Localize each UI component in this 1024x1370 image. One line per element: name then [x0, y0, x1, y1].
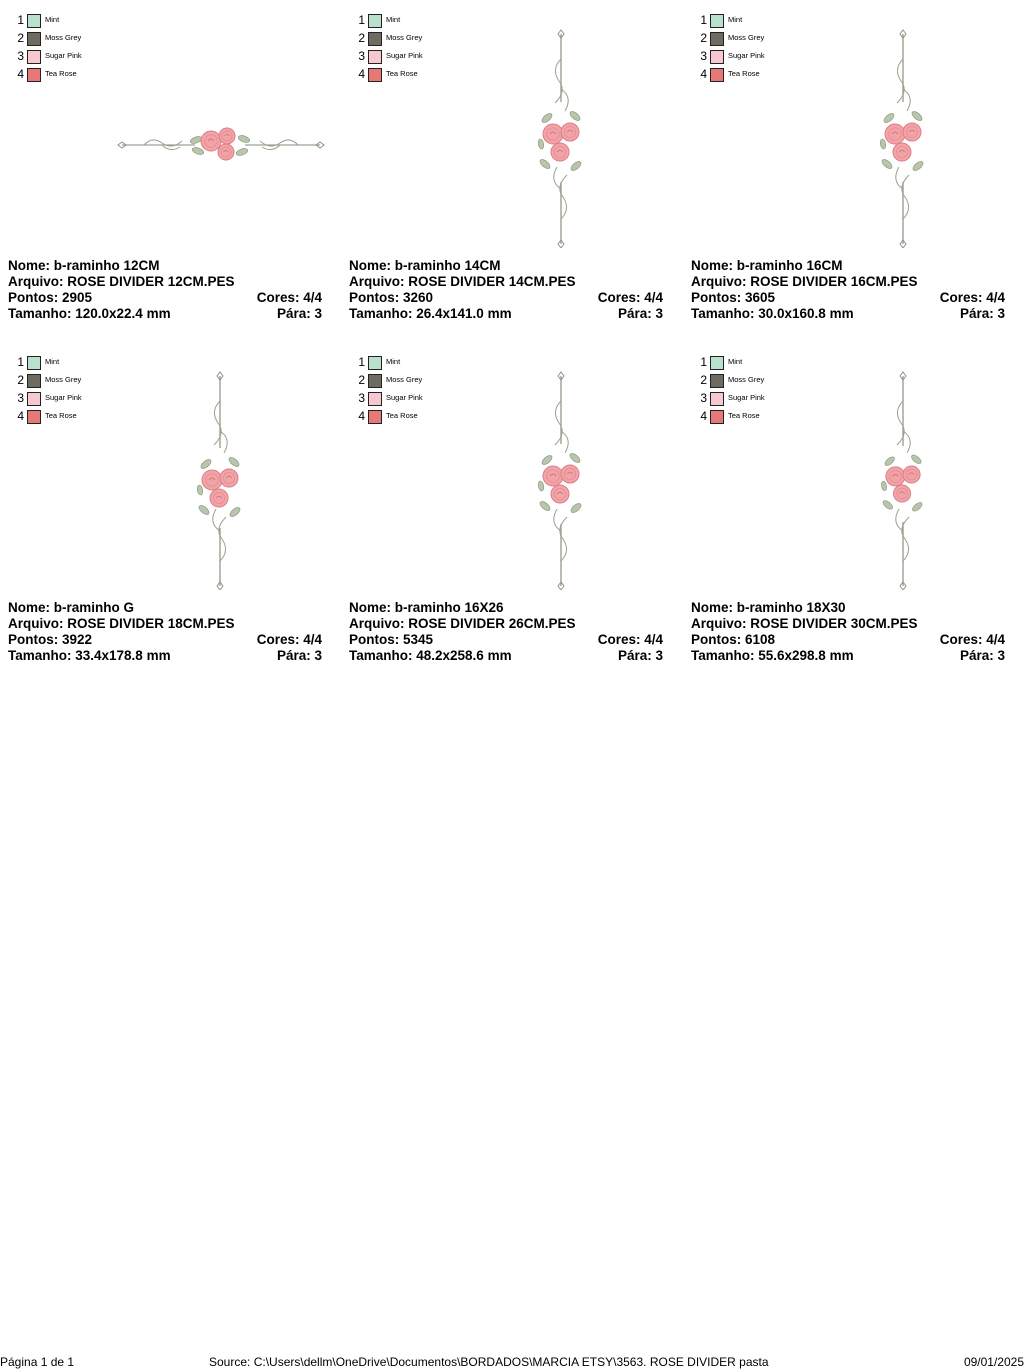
leaf-stitch [199, 458, 212, 470]
design-card [8, 0, 328, 330]
thread-number: 1 [700, 355, 707, 369]
thread-number: 1 [358, 355, 365, 369]
design-card [349, 0, 669, 330]
design-info [8, 258, 322, 322]
info-line [349, 306, 663, 322]
rose-divider-vertical [197, 372, 242, 590]
design-size: Tamanho: 55.6x298.8 mm [691, 648, 854, 663]
design-card [691, 342, 1011, 672]
leaf-stitch [191, 146, 204, 156]
info-line [691, 600, 1005, 616]
leaf-stitch [880, 158, 893, 170]
thread-number: 2 [17, 373, 24, 387]
leaf-stitch [540, 112, 553, 124]
leaf-stitch [538, 500, 551, 512]
info-line [349, 290, 663, 306]
stitch-count: Pontos: 3605 [691, 290, 776, 305]
thread-number: 4 [17, 67, 24, 81]
leaf-stitch [884, 455, 896, 467]
thread-number: 3 [700, 49, 707, 63]
rose-stitch [885, 124, 905, 144]
thread-number: 3 [358, 391, 365, 405]
leaf-stitch [881, 481, 888, 491]
design-file: Arquivo: ROSE DIVIDER 16CM.PES [691, 274, 918, 289]
thread-number: 4 [358, 67, 365, 81]
thread-name: Tea Rose [728, 69, 760, 78]
rose-stitch [903, 123, 921, 141]
thread-number: 2 [358, 373, 365, 387]
rose-stitch [220, 469, 238, 487]
design-info [8, 600, 322, 664]
thread-number: 1 [17, 355, 24, 369]
stop-count: Pára: 3 [617, 648, 663, 663]
thread-number: 4 [700, 67, 707, 81]
color-count: Cores: 4/4 [939, 632, 1005, 647]
design-size: Tamanho: 30.0x160.8 mm [691, 306, 854, 321]
leaf-stitch [235, 147, 248, 157]
stitch-count: Pontos: 6108 [691, 632, 776, 647]
leaf-stitch [540, 454, 553, 466]
design-name: Nome: b-raminho 18X30 [691, 600, 846, 615]
thread-name: Moss Grey [45, 375, 82, 384]
thread-number: 2 [358, 31, 365, 45]
design-name: Nome: b-raminho 12CM [8, 258, 160, 273]
info-line [349, 600, 663, 616]
rose-divider-horizontal [118, 128, 324, 160]
leaf-stitch [538, 158, 551, 170]
stitch-count: Pontos: 3922 [8, 632, 93, 647]
info-line [349, 274, 663, 290]
thread-number: 3 [17, 391, 24, 405]
thread-name: Mint [728, 357, 743, 366]
rose-stitch [893, 143, 911, 161]
stitch-count: Pontos: 2905 [8, 290, 93, 305]
leaf-stitch [882, 112, 895, 124]
design-preview [8, 354, 328, 590]
leaf-stitch [538, 139, 545, 150]
leaf-stitch [880, 139, 887, 150]
thread-number: 2 [700, 31, 707, 45]
thread-name: Mint [386, 15, 401, 24]
design-size: Tamanho: 26.4x141.0 mm [349, 306, 512, 321]
info-line [691, 306, 1005, 322]
thread-number: 2 [17, 31, 24, 45]
rose-stitch [551, 485, 569, 503]
info-line [349, 616, 663, 632]
thread-name: Sugar Pink [45, 51, 82, 60]
design-file: Arquivo: ROSE DIVIDER 26CM.PES [349, 616, 576, 631]
info-line [8, 306, 322, 322]
rose-stitch [202, 470, 222, 490]
thread-name: Tea Rose [45, 69, 77, 78]
leaf-stitch [228, 506, 241, 518]
design-name: Nome: b-raminho 14CM [349, 258, 501, 273]
rose-stitch [219, 128, 235, 144]
rose-stitch [894, 485, 911, 502]
stop-count: Pára: 3 [276, 648, 322, 663]
info-line [691, 616, 1005, 632]
rose-divider-vertical [881, 372, 924, 590]
thread-number: 4 [358, 409, 365, 423]
thread-name: Sugar Pink [386, 393, 423, 402]
thread-name: Moss Grey [386, 375, 423, 384]
design-info [691, 258, 1005, 322]
design-size: Tamanho: 33.4x178.8 mm [8, 648, 171, 663]
thread-name: Moss Grey [728, 375, 765, 384]
rose-stitch [561, 123, 579, 141]
thread-name: Mint [386, 357, 401, 366]
stop-count: Pára: 3 [617, 306, 663, 321]
thread-number: 3 [17, 49, 24, 63]
stitch-count: Pontos: 5345 [349, 632, 434, 647]
rose-stitch [903, 466, 920, 483]
stop-count: Pára: 3 [959, 306, 1005, 321]
leaf-stitch [538, 481, 545, 492]
info-line [691, 274, 1005, 290]
info-line [8, 616, 322, 632]
design-file: Arquivo: ROSE DIVIDER 12CM.PES [8, 274, 235, 289]
thread-name: Tea Rose [45, 411, 77, 420]
design-card [8, 342, 328, 672]
rose-stitch [543, 124, 563, 144]
info-line [8, 274, 322, 290]
info-line [349, 258, 663, 274]
design-size: Tamanho: 120.0x22.4 mm [8, 306, 171, 321]
thread-name: Mint [45, 357, 60, 366]
leaf-stitch [910, 453, 922, 465]
rose-divider-vertical [538, 30, 583, 248]
thread-name: Moss Grey [386, 33, 423, 42]
rose-stitch [543, 466, 563, 486]
info-line [8, 600, 322, 616]
design-file: Arquivo: ROSE DIVIDER 18CM.PES [8, 616, 235, 631]
color-count: Cores: 4/4 [256, 290, 322, 305]
thread-number: 4 [700, 409, 707, 423]
rose-stitch [561, 465, 579, 483]
info-line [8, 258, 322, 274]
design-info [691, 600, 1005, 664]
thread-name: Mint [45, 15, 60, 24]
leaf-stitch [910, 110, 923, 122]
info-line [349, 648, 663, 664]
thread-number: 4 [17, 409, 24, 423]
design-file: Arquivo: ROSE DIVIDER 14CM.PES [349, 274, 576, 289]
source-path: Source: C:\Users\dellm\OneDrive\Documentos\BORDADOS\MARCIA ETSY\3563. ROSE DIVIDER pasta [209, 1355, 769, 1369]
thread-name: Tea Rose [386, 69, 418, 78]
color-count: Cores: 4/4 [597, 290, 663, 305]
thread-number: 2 [700, 373, 707, 387]
design-name: Nome: b-raminho G [8, 600, 135, 615]
thread-number: 3 [700, 391, 707, 405]
leaf-stitch [568, 452, 581, 464]
thread-name: Sugar Pink [45, 393, 82, 402]
thread-name: Sugar Pink [386, 51, 423, 60]
design-card [691, 0, 1011, 330]
design-info [349, 600, 663, 664]
leaf-stitch [197, 504, 210, 516]
design-preview [691, 354, 1011, 590]
rose-stitch [551, 143, 569, 161]
thread-name: Tea Rose [728, 411, 760, 420]
thread-name: Tea Rose [386, 411, 418, 420]
design-preview [8, 12, 328, 248]
color-count: Cores: 4/4 [256, 632, 322, 647]
rose-stitch [218, 144, 234, 160]
leaf-stitch [237, 134, 250, 144]
leaf-stitch [569, 502, 582, 514]
color-count: Cores: 4/4 [597, 632, 663, 647]
design-card [349, 342, 669, 672]
rose-stitch [886, 467, 905, 486]
rose-stitch [201, 131, 221, 151]
leaf-stitch [227, 456, 240, 468]
print-date: 09/01/2025 [963, 1355, 1024, 1369]
design-info [349, 258, 663, 322]
design-preview [349, 354, 669, 590]
rose-divider-vertical [538, 372, 583, 590]
thread-name: Mint [728, 15, 743, 24]
info-line [691, 632, 1005, 648]
thread-number: 1 [700, 13, 707, 27]
design-file: Arquivo: ROSE DIVIDER 30CM.PES [691, 616, 918, 631]
design-preview [349, 12, 669, 248]
design-name: Nome: b-raminho 16X26 [349, 600, 504, 615]
thread-name: Sugar Pink [728, 393, 765, 402]
leaf-stitch [569, 160, 582, 172]
color-count: Cores: 4/4 [939, 290, 1005, 305]
thread-number: 1 [358, 13, 365, 27]
info-line [8, 290, 322, 306]
info-line [691, 648, 1005, 664]
info-line [349, 632, 663, 648]
info-line [8, 632, 322, 648]
leaf-stitch [882, 499, 894, 511]
info-line [691, 290, 1005, 306]
design-size: Tamanho: 48.2x258.6 mm [349, 648, 512, 663]
thread-number: 3 [358, 49, 365, 63]
stop-count: Pára: 3 [276, 306, 322, 321]
rose-divider-vertical [880, 30, 925, 248]
leaf-stitch [911, 160, 924, 172]
thread-name: Moss Grey [728, 33, 765, 42]
info-line [8, 648, 322, 664]
leaf-stitch [911, 501, 923, 513]
stop-count: Pára: 3 [959, 648, 1005, 663]
stitch-count: Pontos: 3260 [349, 290, 434, 305]
thread-name: Sugar Pink [728, 51, 765, 60]
thread-name: Moss Grey [45, 33, 82, 42]
leaf-stitch [197, 485, 204, 496]
design-name: Nome: b-raminho 16CM [691, 258, 843, 273]
page-number: Página 1 de 1 [0, 1355, 75, 1369]
rose-stitch [210, 489, 228, 507]
info-line [691, 258, 1005, 274]
leaf-stitch [568, 110, 581, 122]
design-preview [691, 12, 1011, 248]
thread-number: 1 [17, 13, 24, 27]
